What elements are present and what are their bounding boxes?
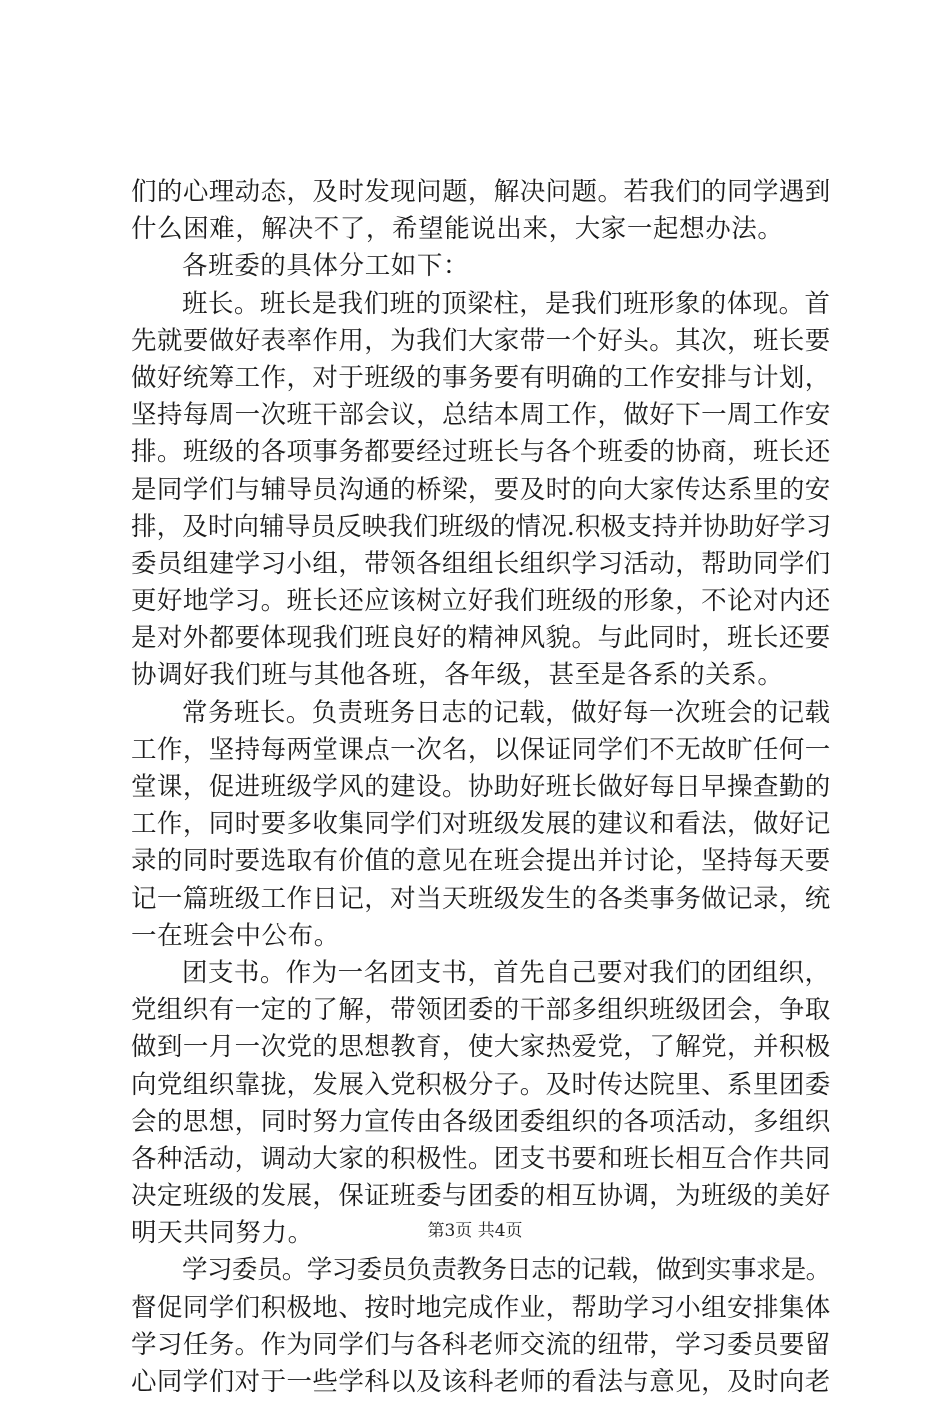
text-line: 心同学们对于一些学科以及该科老师的看法与意见，及时向老 [131,1367,831,1397]
text-line: 明天共同努力。 [131,1218,314,1249]
text-line: 一在班会中公布。 [131,920,340,951]
text-line: 堂课，促进班级学风的建设。协助好班长做好每日早操查勤的 [131,772,831,802]
text-line: 工作，同时要多收集同学们对班级发展的建议和看法，做好记 [131,809,831,840]
text-line: 记一篇班级工作日记，对当天班级发生的各类事务做记录，统 [131,883,831,914]
text-line: 协调好我们班与其他各班，各年级，甚至是各系的关系。 [131,660,784,691]
page-number-label: 第3页 共4页 [427,1221,523,1241]
text-line: 学习任务。作为同学们与各科老师交流的纽带，学习委员要留 [131,1329,831,1360]
text-line: 更好地学习。班长还应该树立好我们班级的形象，不论对内还 [131,586,831,617]
text-line: 录的同时要选取有价值的意见在班会提出并讨论，坚持每天要 [131,846,831,877]
text-line: 学习委员。学习委员负责教务日志的记载，做到实事求是。 [182,1255,831,1286]
text-line: 决定班级的发展，保证班委与团委的相互协调，为班级的美好 [131,1181,831,1212]
text-line: 常务班长。负责班务日志的记载，做好每一次班会的记载 [182,697,831,728]
text-line: 排。班级的各项事务都要经过班长与各个班委的协商，班长还 [131,437,831,468]
text-line: 排，及时向辅导员反映我们班级的情况.积极支持并协助好学习 [131,511,832,542]
text-line: 什么困难，解决不了，希望能说出来，大家一起想办法。 [131,214,784,245]
text-line: 督促同学们积极地、按时地完成作业，帮助学习小组安排集体 [131,1292,831,1323]
page-footer [0,1216,950,1241]
text-line: 党组织有一定的了解，带领团委的干部多组织班级团会，争取 [131,995,831,1026]
text-line: 做好统筹工作，对于班级的事务要有明确的工作安排与计划， [131,362,831,393]
text-line: 工作，坚持每两堂课点一次名，以保证同学们不无故旷任何一 [131,734,831,765]
text-line: 向党组织靠拢，发展入党积极分子。及时传达院里、系里团委 [131,1069,831,1100]
text-line: 是同学们与辅导员沟通的桥梁，要及时的向大家传达系里的安 [131,474,831,505]
text-line: 委员组建学习小组，带领各组组长组织学习活动，帮助同学们 [131,548,831,579]
text-line: 做到一月一次党的思想教育，使大家热爱党，了解党，并积极 [131,1032,831,1063]
text-line: 坚持每周一次班干部会议，总结本周工作，做好下一周工作安 [131,400,831,431]
text-line: 先就要做好表率作用，为我们大家带一个好头。其次，班长要 [131,325,831,356]
text-line: 会的思想，同时努力宣传由各级团委组织的各项活动，多组织 [131,1106,831,1137]
text-line: 团支书。作为一名团支书，首先自己要对我们的团组织， [182,957,831,988]
text-line: 各种活动，调动大家的积极性。团支书要和班长相互合作共同 [131,1143,831,1174]
text-line: 是对外都要体现我们班良好的精神风貌。与此同时，班长还要 [131,623,831,654]
text-line: 各班委的具体分工如下： [182,251,470,282]
text-line: 班长。班长是我们班的顶梁柱，是我们班形象的体现。首 [182,288,831,319]
text-line: 们的心理动态，及时发现问题，解决问题。若我们的同学遇到 [131,177,831,207]
